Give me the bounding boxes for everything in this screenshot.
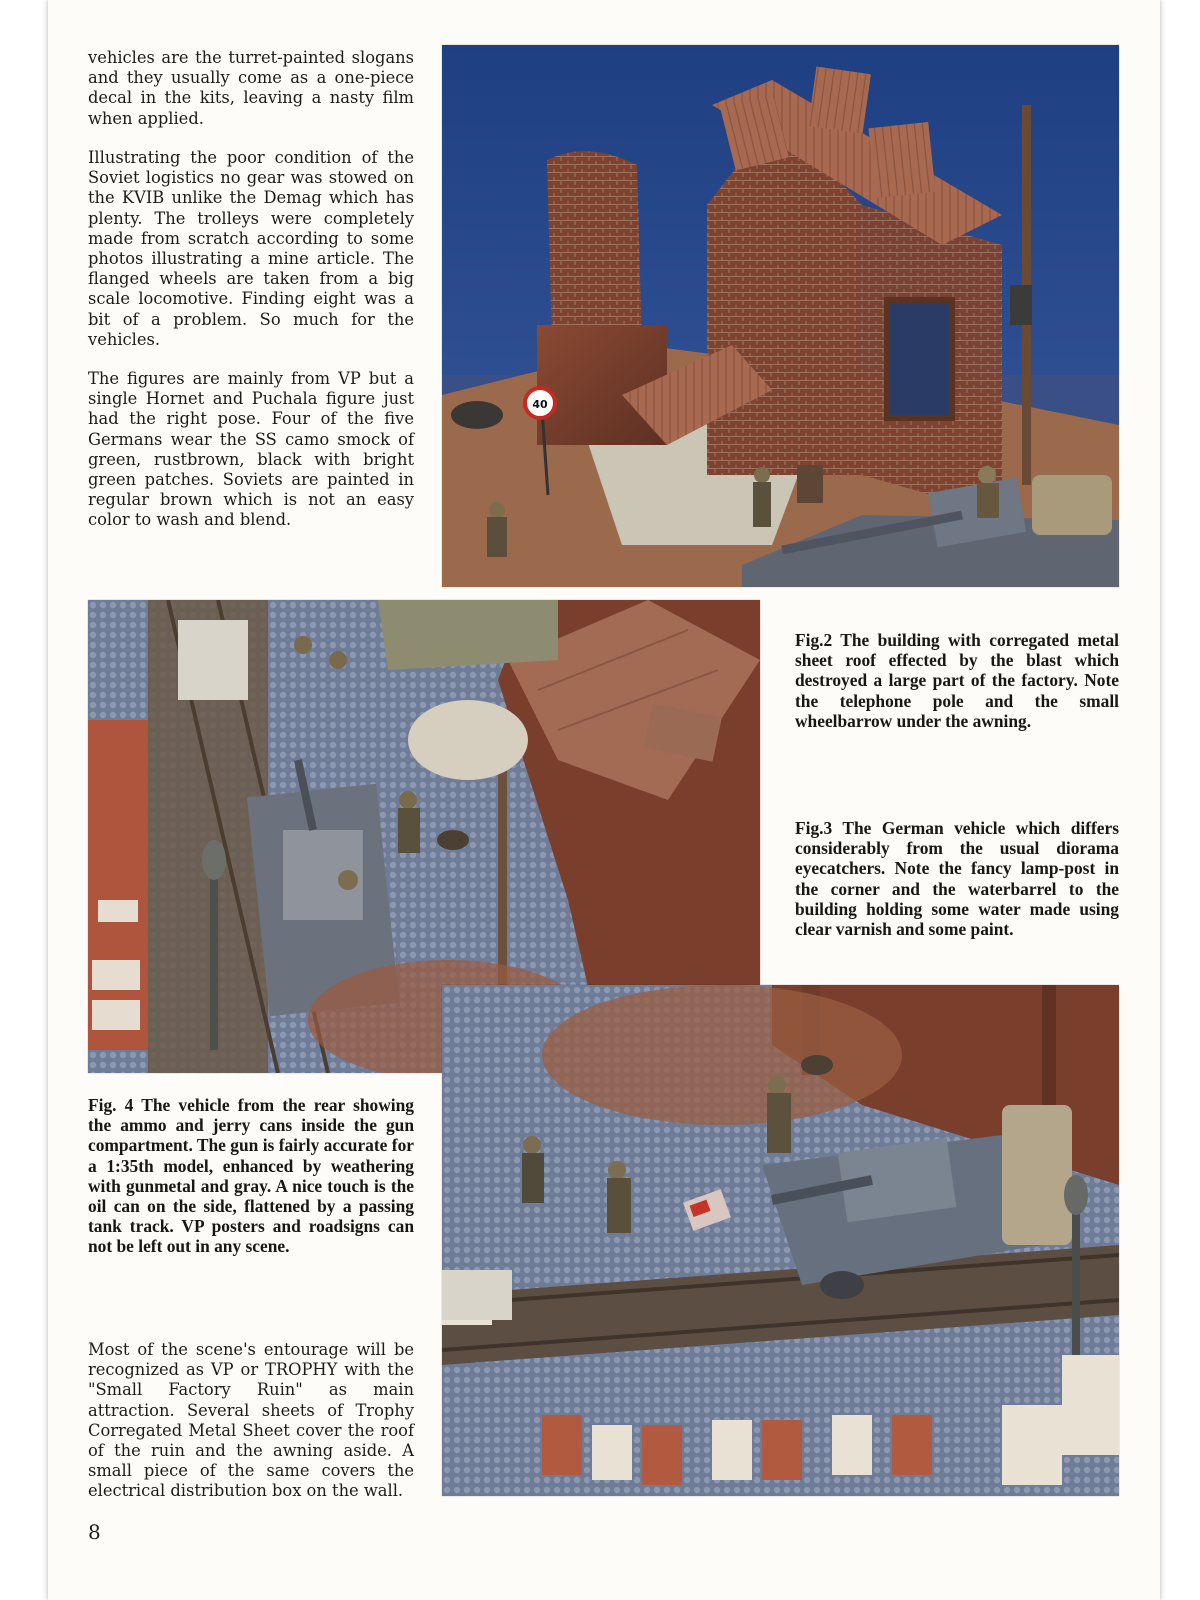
caption-fig3: Fig.3 The German vehicle which differs considerably from the usual diorama eyecatchers. Note the fancy lamp-post in the corner and the waterbarrel to the building holding some water made using clear varnish and some paint. bbox=[795, 818, 1119, 940]
speed-sign-text: 40 bbox=[532, 398, 548, 411]
caption-fig4: Fig. 4 The vehicle from the rear showing the ammo and jerry cans inside the gun compartment. The gun is fairly accurate for a 1:35th model, enhanced by weathering with gunmetal and gray. A nice touch is the oil can on the side, flattened by a passing tank track. VP posters and roadsigns can not be left out in any scene. bbox=[88, 1095, 414, 1257]
photo-vehicle-lamppost bbox=[442, 985, 1119, 1496]
paragraph-4: Most of the scene's entourage will be recognized as VP or TROPHY with the "Small Factory Ruin" as main attraction. Several sheets of Trophy Corregated Metal Sheet cover the roof of the ruin and the awning aside. A small piece of the same covers the electrical distribution box on the wall. bbox=[88, 1340, 414, 1501]
paragraph-1: vehicles are the turret-painted slogans and they usually come as a one-piece decal in the kits, leaving a nasty film when applied. bbox=[88, 48, 414, 128]
page-number: 8 bbox=[88, 1520, 101, 1544]
paragraph-2: Illustrating the poor condition of the Soviet logistics no gear was stowed on the KVIB unlike the Demag which has plenty. The trolleys were completely made from scratch according to some photos illustrating a mine article. The flanged wheels are taken from a big scale locomotive. Finding eight was a bit of a problem. So much for the vehicles. bbox=[88, 148, 414, 349]
paragraph-3: The figures are mainly from VP but a single Hornet and Puchala figure just had the right pose. Four of the five Germans wear the SS camo smock of green, rustbrown, black with bright green patches. Soviets are painted in regular brown which is not an easy color to wash and blend. bbox=[88, 369, 414, 530]
caption-fig2: Fig.2 The building with corregated metal sheet roof effected by the blast which destroyed a large part of the factory. Note the telephone pole and the small wheelbarrow under the awning. bbox=[795, 630, 1119, 731]
photo-building-ruin bbox=[442, 45, 1119, 587]
